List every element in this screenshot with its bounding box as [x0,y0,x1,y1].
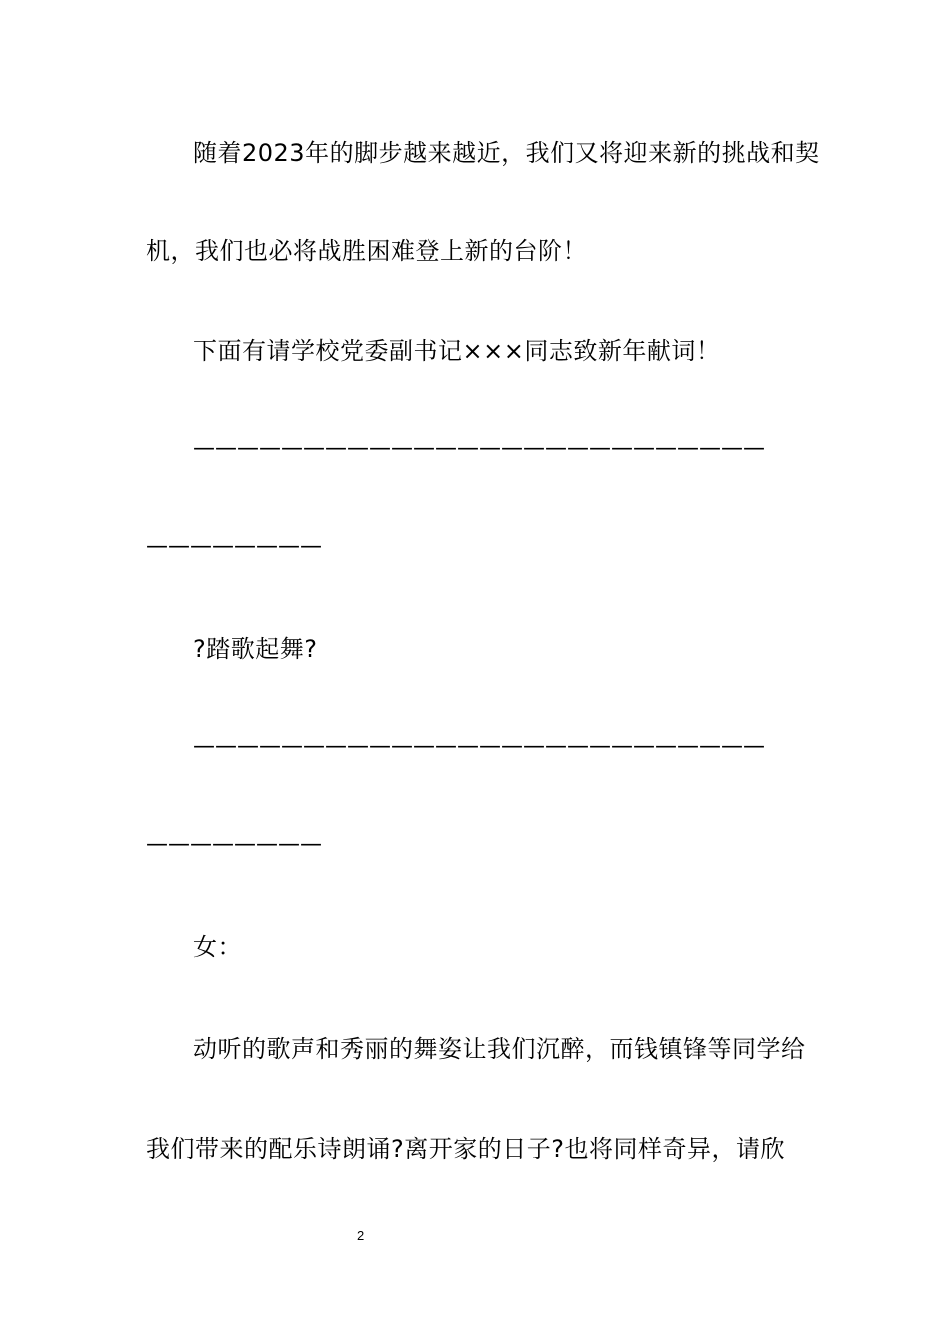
paragraph-line: 机，我们也必将战胜困难登上新的台阶！ [146,237,587,265]
separator-line: ———————— [146,832,322,857]
paragraph-line: 下面有请学校党委副书记×××同志致新年献词！ [193,337,721,365]
separator-line: —————————————————————————— [193,734,765,759]
paragraph-line: 我们带来的配乐诗朗诵?离开家的日子?也将同样奇异，请欣 [146,1135,785,1163]
page-number: 2 [357,1228,365,1243]
section-title: ?踏歌起舞? [193,635,318,663]
speaker-label: 女： [193,933,242,961]
paragraph-line: 随着2023年的脚步越来越近，我们又将迎来新的挑战和契 [193,139,820,167]
separator-line: —————————————————————————— [193,436,765,461]
separator-line: ———————— [146,534,322,559]
paragraph-line: 动听的歌声和秀丽的舞姿让我们沉醉，而钱镇锋等同学给 [193,1035,806,1063]
